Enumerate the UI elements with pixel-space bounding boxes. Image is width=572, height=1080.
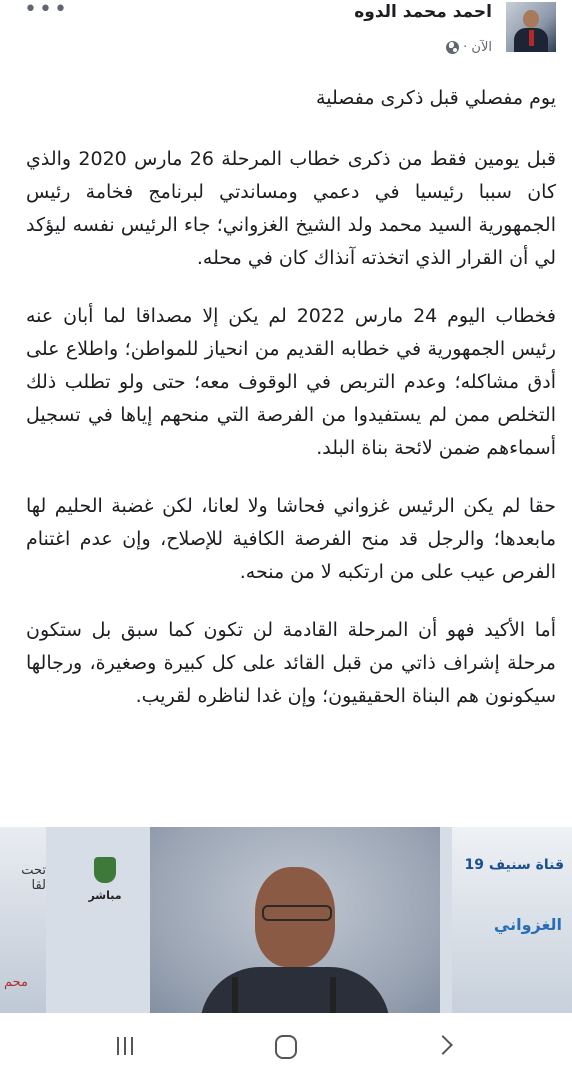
live-badge (80, 857, 130, 907)
post-header (0, 0, 572, 70)
banner-left-bottom-text: محم (4, 975, 29, 990)
microphone-icon (232, 977, 238, 1013)
post-meta (446, 40, 492, 55)
post-paragraph-1: قبل يومين فقط من ذكرى خطاب المرحلة 26 مارس 2020 والذي كان سببا رئيسيا في دعمي ومساندتي لبرنامج فخامة رئيس الجمهورية السيد محمد ولد الشيخ الغزواني؛ جاء الرئيس نفسه ليؤكد لي أن القرار الذي اتخذته آنذاك كان في محله. (26, 148, 556, 269)
avatar-tie (529, 30, 534, 46)
recent-apps-icon[interactable] (115, 1037, 135, 1055)
author-name[interactable]: احمد محمد الدوه (354, 2, 492, 22)
post-title: يوم مفصلي قبل ذكرى مفصلية (316, 87, 556, 109)
avatar-head (523, 10, 539, 28)
emblem-icon (94, 857, 116, 883)
banner-right-top-text: قناة سنيف 19 (464, 857, 564, 873)
post-paragraph-3: حقا لم يكن الرئيس غزواني فحاشا ولا لعانا، لكن غضبة الحليم لها مابعدها؛ والرجل قد منح الفرصة الكافية للإصلاح، وإن عدم اغتنام الفرص عيب على من ارتكبه لا من منحه. (26, 495, 556, 583)
home-icon[interactable] (275, 1035, 297, 1059)
back-icon[interactable] (433, 1035, 453, 1055)
system-navbar (0, 1013, 572, 1080)
post-photo[interactable] (0, 827, 572, 1013)
banner-right-bottom-text: الغزواني (493, 915, 562, 934)
person-glasses (262, 905, 332, 921)
banner-left-top-text: تحت لقا (21, 863, 46, 893)
globe-icon[interactable] (446, 41, 459, 54)
photo-banner-left (0, 827, 46, 1013)
post-body (26, 82, 556, 738)
more-options-icon[interactable]: ••• (24, 0, 69, 22)
avatar[interactable] (506, 2, 556, 52)
live-label: مباشر (88, 889, 122, 902)
timestamp[interactable]: الآن · (463, 40, 492, 55)
microphone-icon (330, 977, 336, 1013)
post-paragraph-2: فخطاب اليوم 24 مارس 2022 لم يكن إلا مصداقا لما أبان عنه رئيس الجمهورية في خطابه القديم من انحياز للمواطن؛ واطلاع على أدق مشاكله؛ وعدم التربص في الوقوف معه؛ حتى ولو تطلب ذلك التخلص ممن لم يستفيدوا من الفرصة التي منحهم إياها في تسجيل أسماءهم ضمن لائحة بناة البلد. (26, 305, 556, 459)
post-paragraph-4: أما الأكيد فهو أن المرحلة القادمة لن تكون كما سبق بل ستكون مرحلة إشراف ذاتي من قبل القائد على كل كبيرة وصغيرة، ورجالها سيكونون هم البناة الحقيقيون؛ وإن غدا لناظره لقريب. (26, 619, 556, 707)
photo-banner-right (452, 827, 572, 1013)
